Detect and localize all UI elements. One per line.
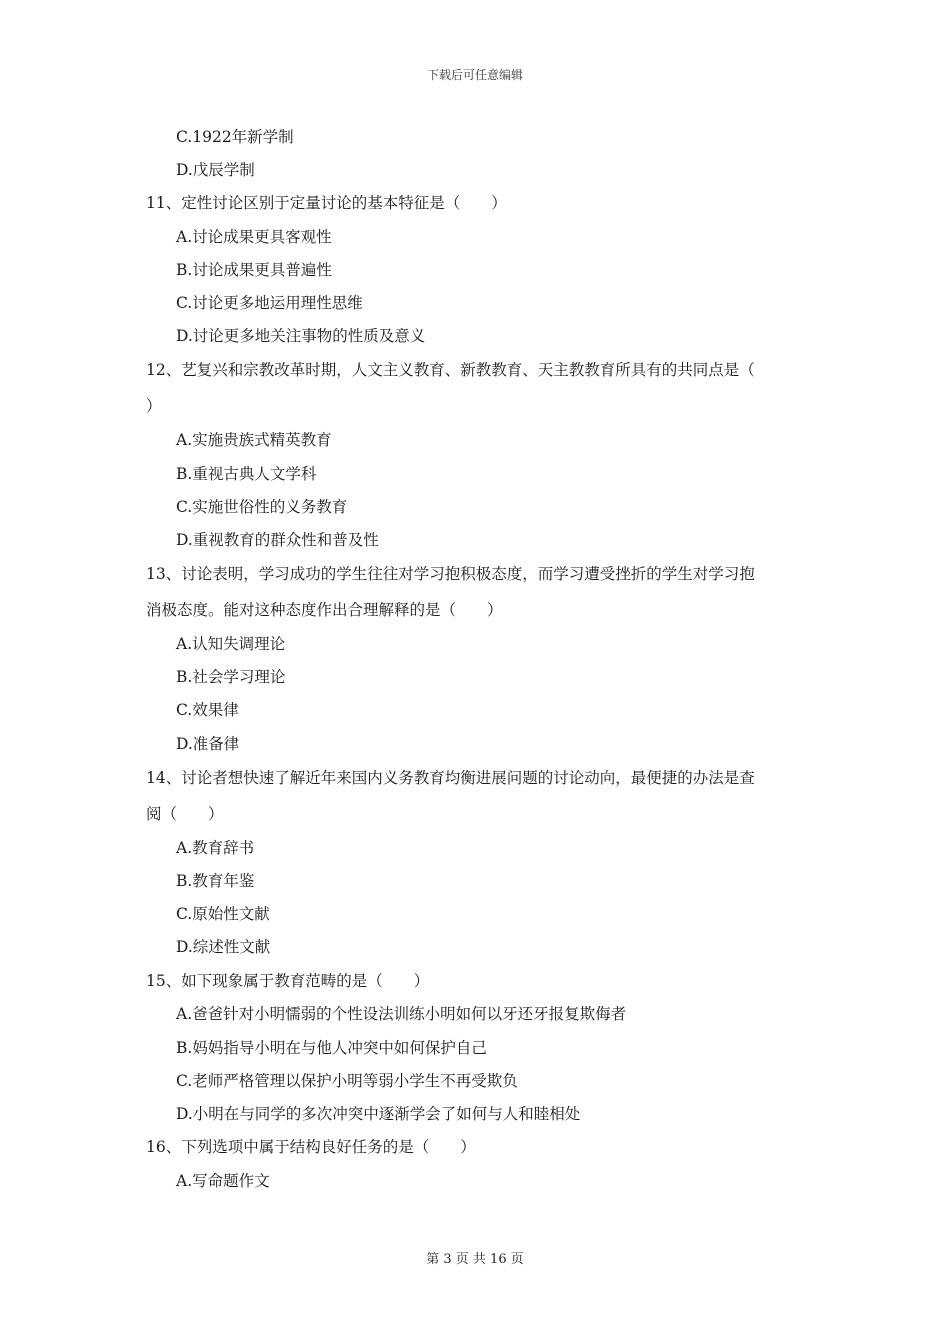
question-15: 15、如下现象属于教育范畴的是（ ） (146, 972, 430, 990)
page-footer: 第 3 页 共 16 页 (426, 1252, 524, 1267)
option-14b: B.教育年鉴 (176, 872, 255, 890)
option-11d: D.讨论更多地关注事物的性质及意义 (176, 327, 426, 345)
option-13c: C.效果律 (176, 701, 239, 719)
option-10c: C.1922年新学制 (176, 128, 294, 146)
option-15c: C.老师严格管理以保护小明等弱小学生不再受欺负 (176, 1072, 518, 1090)
option-13a: A.认知失调理论 (176, 635, 286, 653)
option-10d: D.戊辰学制 (176, 161, 255, 179)
option-11c: C.讨论更多地运用理性思维 (176, 294, 363, 312)
page-header: 下载后可任意编辑 (426, 68, 523, 82)
option-14d: D.综述性文献 (176, 938, 271, 956)
question-13: 13、讨论表明，学习成功的学生往往对学习抱积极态度，而学习遭受挫折的学生对学习抱 (146, 565, 755, 583)
option-12d: D.重视教育的群众性和普及性 (176, 531, 379, 549)
question-12-cont: ） (146, 397, 162, 415)
option-13d: D.准备律 (176, 735, 240, 753)
question-14-cont: 阅（ ） (146, 805, 224, 823)
option-12c: C.实施世俗性的义务教育 (176, 498, 348, 516)
question-12: 12、艺复兴和宗教改革时期，人文主义教育、新教教育、天主教教育所具有的共同点是（ (146, 361, 755, 379)
question-13-cont: 消极态度。能对这种态度作出合理解释的是（ ） (146, 601, 503, 619)
option-15b: B.妈妈指导小明在与他人冲突中如何保护自己 (176, 1039, 487, 1057)
option-12a: A.实施贵族式精英教育 (176, 431, 332, 449)
question-14: 14、讨论者想快速了解近年来国内义务教育均衡进展问题的讨论动向，最便捷的办法是查 (146, 769, 755, 787)
option-12b: B.重视古典人文学科 (176, 465, 317, 483)
question-11: 11、定性讨论区别于定量讨论的基本特征是（ ） (146, 194, 507, 212)
option-11a: A.讨论成果更具客观性 (176, 228, 332, 246)
option-15d: D.小明在与同学的多次冲突中逐渐学会了如何与人和睦相处 (176, 1105, 581, 1123)
option-14c: C.原始性文献 (176, 905, 270, 923)
option-13b: B.社会学习理论 (176, 668, 286, 686)
option-11b: B.讨论成果更具普遍性 (176, 261, 332, 279)
option-16a: A.写命题作文 (176, 1172, 270, 1190)
question-16: 16、下列选项中属于结构良好任务的是（ ） (146, 1138, 476, 1156)
option-14a: A.教育辞书 (176, 839, 255, 857)
option-15a: A.爸爸针对小明懦弱的个性设法训练小明如何以牙还牙报复欺侮者 (176, 1005, 627, 1023)
